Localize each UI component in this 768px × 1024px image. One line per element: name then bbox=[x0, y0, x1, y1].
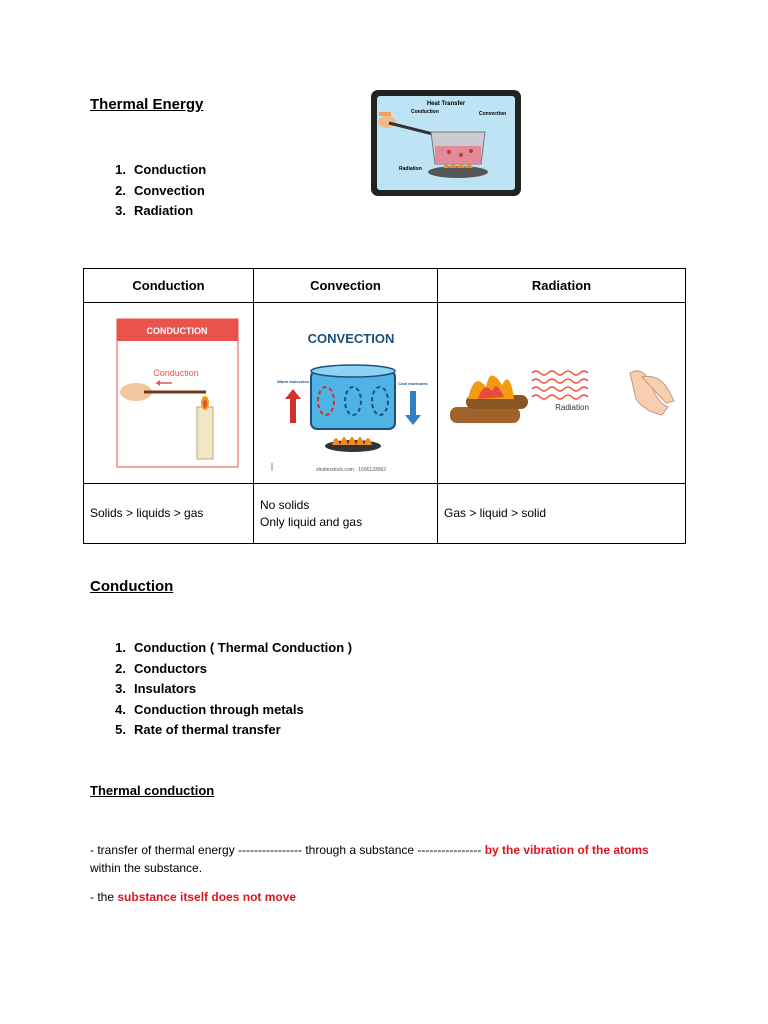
cool-molecules-label: Cool molecules bbox=[398, 381, 428, 386]
convection-image-cell bbox=[254, 303, 438, 484]
definition-paragraph bbox=[90, 841, 690, 877]
convection-title: CONVECTION bbox=[307, 331, 395, 346]
definition-highlight: by the vibration of the atoms bbox=[484, 843, 649, 857]
convection-order-text: No solids Only liquid and gas bbox=[260, 497, 363, 529]
heat-transfer-figure bbox=[371, 90, 521, 196]
list-item: 4. Conduction through metals bbox=[115, 701, 304, 717]
heat-transfer-table bbox=[83, 268, 686, 544]
note-paragraph bbox=[90, 888, 296, 906]
table-header-radiation: Radiation bbox=[438, 269, 686, 303]
radiation-order-cell: Gas > liquid > solid bbox=[438, 484, 686, 544]
thermal-conduction-title: Thermal conduction bbox=[90, 783, 215, 798]
radiation-caption: Radiation bbox=[555, 403, 589, 412]
conduction-order-cell: Solids > liquids > gas bbox=[84, 484, 254, 544]
convection-figure-label: Convection bbox=[479, 111, 507, 117]
radiation-image-cell bbox=[438, 303, 686, 484]
convection-order-cell bbox=[254, 484, 438, 544]
list-item: 2. Convection bbox=[115, 182, 205, 198]
table-header-convection: Convection bbox=[254, 269, 438, 303]
intro-list bbox=[102, 160, 206, 222]
list-item: 2. Conductors bbox=[115, 660, 207, 676]
convection-illustration bbox=[254, 303, 438, 480]
conduction-caption: Conduction bbox=[153, 368, 199, 378]
conduction-figure-label: Conduction bbox=[411, 109, 439, 115]
conduction-banner: CONDUCTION bbox=[146, 326, 208, 336]
radiation-illustration bbox=[438, 303, 686, 480]
section-title: Conduction bbox=[90, 578, 174, 595]
conduction-topics-list bbox=[102, 638, 352, 741]
image-credit: shutterstock.com · 1606133062 bbox=[315, 467, 387, 473]
list-item: 1. Conduction bbox=[115, 162, 207, 177]
page-heading: Thermal Energy bbox=[90, 96, 204, 113]
warm-molecules-label: Warm molecules bbox=[277, 379, 309, 384]
definition-text: - transfer of thermal energy ---------------- through a substance ---------------- bbox=[90, 843, 485, 857]
heat-transfer-title: Heat Transfer bbox=[426, 101, 466, 107]
list-item: 5. Rate of thermal transfer bbox=[115, 722, 281, 737]
table-header-conduction: Conduction bbox=[84, 269, 254, 303]
note-text: - the bbox=[90, 890, 118, 904]
list-item: 3. Insulators bbox=[115, 681, 197, 696]
radiation-figure-label: Radiation bbox=[399, 166, 422, 172]
list-item: 1. Conduction ( Thermal Conduction ) bbox=[115, 640, 353, 655]
conduction-illustration bbox=[84, 303, 254, 480]
note-highlight: substance itself does not move bbox=[117, 890, 297, 904]
list-item: 3. Radiation bbox=[115, 203, 194, 218]
conduction-image-cell bbox=[84, 303, 254, 484]
definition-tail: within the substance. bbox=[90, 861, 203, 875]
